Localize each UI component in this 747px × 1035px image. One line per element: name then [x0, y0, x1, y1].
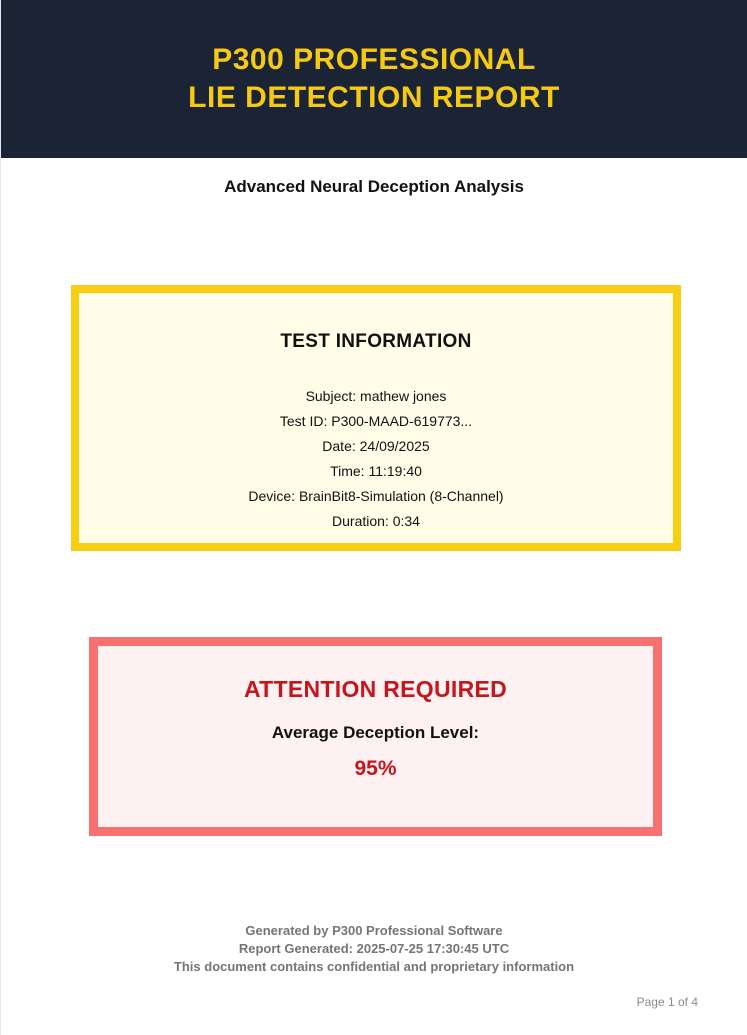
- test-info-line-time: Time: 11:19:40: [330, 463, 422, 479]
- deception-level-value: 95%: [354, 757, 397, 780]
- test-information-lines: [79, 384, 673, 534]
- page-indicator: Page 1 of 4: [636, 995, 698, 1009]
- test-info-line-device: Device: BrainBit8-Simulation (8-Channel): [248, 488, 504, 504]
- report-footer: [1, 922, 747, 976]
- attention-title: ATTENTION REQUIRED: [243, 676, 508, 702]
- footer-generated-by: Generated by P300 Professional Software: [245, 923, 503, 938]
- attention-box: [89, 637, 662, 836]
- report-title-line2: LIE DETECTION REPORT: [188, 81, 560, 114]
- report-title-line1: P300 PROFESSIONAL: [212, 43, 536, 76]
- test-info-line-test-id: Test ID: P300-MAAD-619773...: [279, 413, 473, 429]
- footer-generated-time: Report Generated: 2025-07-25 17:30:45 UTC: [238, 941, 510, 956]
- test-information-title: TEST INFORMATION: [280, 331, 472, 352]
- report-title: [188, 41, 560, 117]
- test-information-box: [71, 285, 681, 551]
- report-subtitle: Advanced Neural Deception Analysis: [224, 177, 524, 196]
- test-info-line-subject: Subject: mathew jones: [305, 388, 447, 404]
- report-header: [1, 0, 747, 158]
- deception-level-label: Average Deception Level:: [271, 723, 480, 742]
- footer-confidential: This document contains confidential and proprietary information: [173, 959, 575, 974]
- test-info-line-duration: Duration: 0:34: [332, 513, 420, 529]
- test-info-line-date: Date: 24/09/2025: [322, 438, 430, 454]
